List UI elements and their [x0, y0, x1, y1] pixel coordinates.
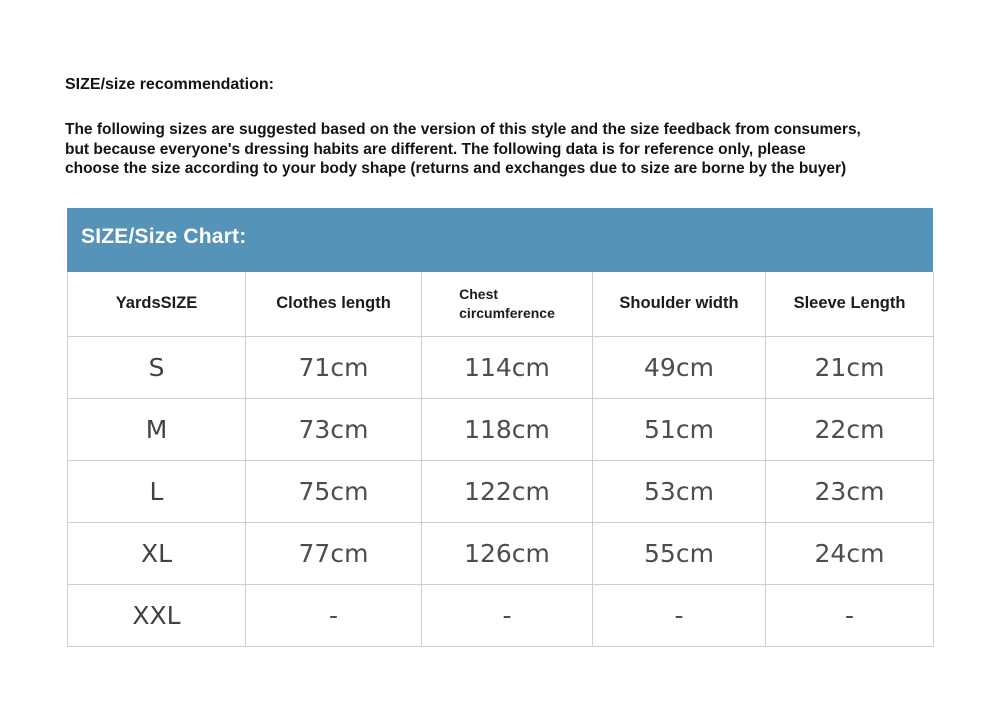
- size-cell: XL: [68, 522, 246, 584]
- clothes-length-cell: 71cm: [246, 336, 422, 398]
- size-table-body: [68, 336, 934, 646]
- header-label: Chest circumference: [459, 285, 555, 321]
- size-table-header: [68, 272, 934, 336]
- chest-circumference-cell: 122cm: [422, 460, 593, 522]
- size-chart-title-bar: [67, 208, 933, 272]
- disclaimer-line-1: The following sizes are suggested based on the version of this style and the size feedback from consumers,: [65, 121, 861, 138]
- col-shoulder-width-header: Shoulder width: [593, 272, 766, 336]
- size-table-row-m: [68, 398, 934, 460]
- clothes-length-cell: 75cm: [246, 460, 422, 522]
- size-cell: L: [68, 460, 246, 522]
- size-table-row-xxl: [68, 584, 934, 646]
- chest-circumference-cell: -: [422, 584, 593, 646]
- sleeve-length-cell: 24cm: [766, 522, 934, 584]
- size-chart-title: SIZE/Size Chart:: [81, 225, 247, 248]
- size-table-row-l: [68, 460, 934, 522]
- size-cell: XXL: [68, 584, 246, 646]
- shoulder-width-cell: 53cm: [593, 460, 766, 522]
- size-disclaimer-paragraph: [65, 120, 861, 179]
- size-table: [67, 272, 934, 647]
- size-cell: S: [68, 336, 246, 398]
- clothes-length-cell: 73cm: [246, 398, 422, 460]
- col-chest-circumference-header: [422, 272, 593, 336]
- shoulder-width-cell: 51cm: [593, 398, 766, 460]
- chest-circumference-cell: 114cm: [422, 336, 593, 398]
- sleeve-length-cell: 22cm: [766, 398, 934, 460]
- chest-circumference-cell: 118cm: [422, 398, 593, 460]
- chest-circumference-cell: 126cm: [422, 522, 593, 584]
- clothes-length-cell: 77cm: [246, 522, 422, 584]
- shoulder-width-cell: 55cm: [593, 522, 766, 584]
- sleeve-length-cell: 23cm: [766, 460, 934, 522]
- sleeve-length-cell: 21cm: [766, 336, 934, 398]
- clothes-length-cell: -: [246, 584, 422, 646]
- size-table-row-xl: [68, 522, 934, 584]
- sleeve-length-cell: -: [766, 584, 934, 646]
- page-title: SIZE/size recommendation:: [65, 76, 274, 93]
- size-table-row-s: [68, 336, 934, 398]
- size-table-header-row: [68, 272, 934, 336]
- disclaimer-line-3: choose the size according to your body shape (returns and exchanges due to size are borne by the buyer): [65, 160, 847, 177]
- size-chart-section: [67, 208, 933, 647]
- col-clothes-length-header: Clothes length: [246, 272, 422, 336]
- shoulder-width-cell: -: [593, 584, 766, 646]
- col-size-header: YardsSIZE: [68, 272, 246, 336]
- col-sleeve-length-header: Sleeve Length: [766, 272, 934, 336]
- shoulder-width-cell: 49cm: [593, 336, 766, 398]
- size-cell: M: [68, 398, 246, 460]
- disclaimer-line-2: but because everyone's dressing habits are different. The following data is for reference only, please: [65, 140, 806, 158]
